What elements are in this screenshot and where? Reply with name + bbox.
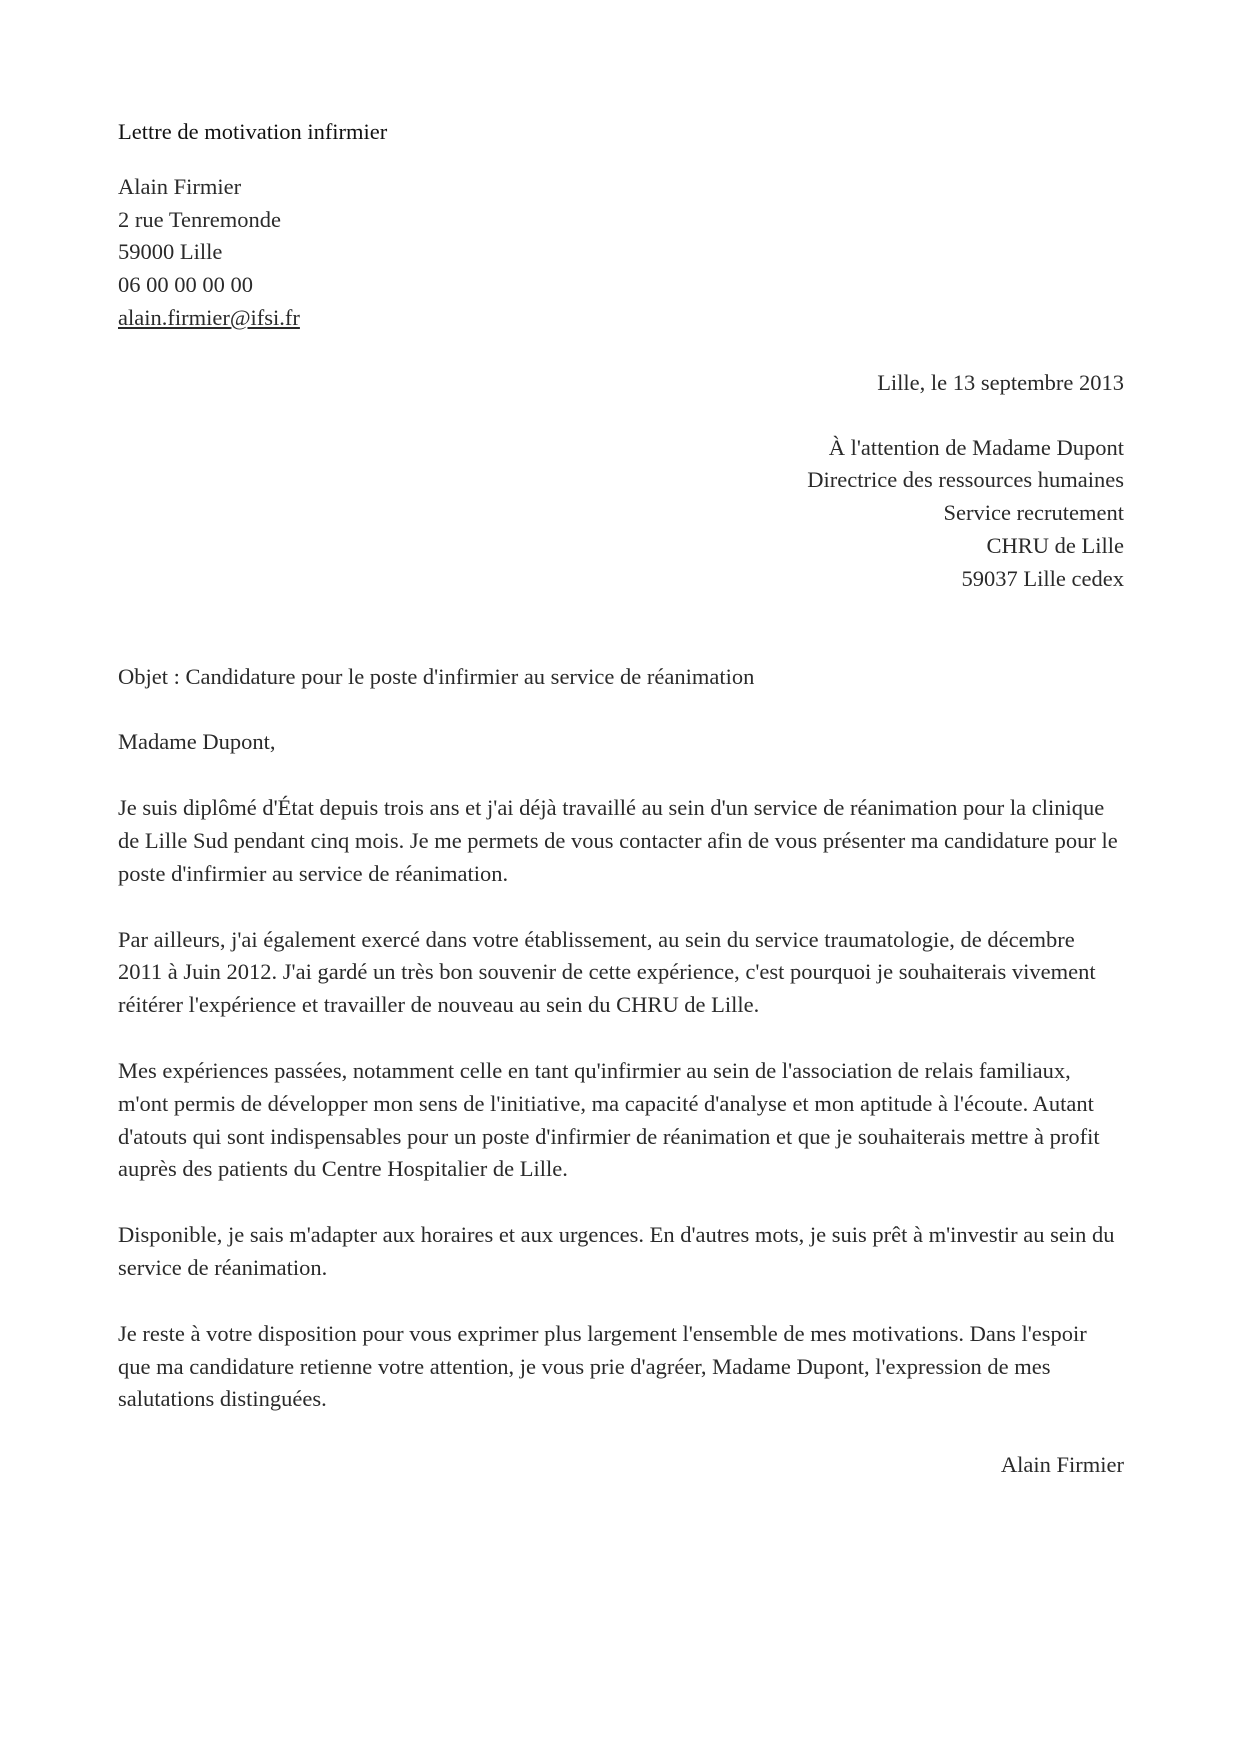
recipient-department: Service recrutement	[943, 500, 1124, 526]
body-paragraph: Par ailleurs, j'ai également exercé dans votre établissement, au sein du service traumatologie, de décembre 2011 à Juin 2012. J'ai gardé un très bon souvenir de cette expérience, c'est pourquoi je souhaiterais vivement réitérer l'expérience et travailler de nouveau au sein du CHRU de Lille.	[118, 926, 1096, 1018]
recipient-role: Directrice des ressources humaines	[807, 467, 1124, 493]
sender-city: 59000 Lille	[118, 239, 223, 265]
letter-date: Lille, le 13 septembre 2013	[877, 369, 1124, 395]
body-paragraph: Mes expériences passées, notamment celle en tant qu'infirmier au sein de l'association de relais familiaux, m'ont permis de développer mon sens de l'initiative, ma capacité d'analyse et mon aptitude à l'écoute. Autant d'atouts qui sont indispensables pour un poste d'infirmier de réanimation et que je souhaiterais mettre à profit auprès des patients du Centre Hospitalier de Lille.	[118, 1057, 1100, 1182]
sender-email-line	[118, 302, 1124, 335]
sender-email-link[interactable]: alain.firmier@ifsi.fr	[118, 304, 300, 330]
body-paragraph: Disponible, je sais m'adapter aux horaires et aux urgences. En d'autres mots, je suis prêt à m'investir au sein du service de réanimation.	[118, 1222, 1115, 1280]
body-paragraph: Je reste à votre disposition pour vous exprimer plus largement l'ensemble de mes motivations. Dans l'espoir que ma candidature retienne votre attention, je vous prie d'agréer, Madame Dupont, l'expression de mes salutations distinguées.	[118, 1320, 1087, 1412]
letter-body	[118, 116, 1124, 1482]
letter-subject: Objet : Candidature pour le poste d'infirmier au service de réanimation	[118, 663, 755, 689]
recipient-address: 59037 Lille cedex	[961, 565, 1124, 591]
letter-salutation: Madame Dupont,	[118, 729, 276, 755]
recipient-attention: À l'attention de Madame Dupont	[828, 434, 1124, 460]
sender-name: Alain Firmier	[118, 173, 242, 199]
sender-block	[118, 171, 1124, 335]
document-title: Lettre de motivation infirmier	[118, 119, 388, 144]
sender-phone: 06 00 00 00 00	[118, 272, 253, 298]
body-paragraph: Je suis diplômé d'État depuis trois ans et j'ai déjà travaillé au sein d'un service de réanimation pour la clinique de Lille Sud pendant cinq mois. Je me permets de vous contacter afin de vous présenter ma candidature pour le poste d'infirmier au service de réanimation.	[118, 795, 1118, 886]
recipient-organization: CHRU de Lille	[986, 532, 1124, 558]
recipient-block	[118, 432, 1124, 596]
letter-signature: Alain Firmier	[1000, 1452, 1124, 1478]
sender-street: 2 rue Tenremonde	[118, 206, 281, 232]
